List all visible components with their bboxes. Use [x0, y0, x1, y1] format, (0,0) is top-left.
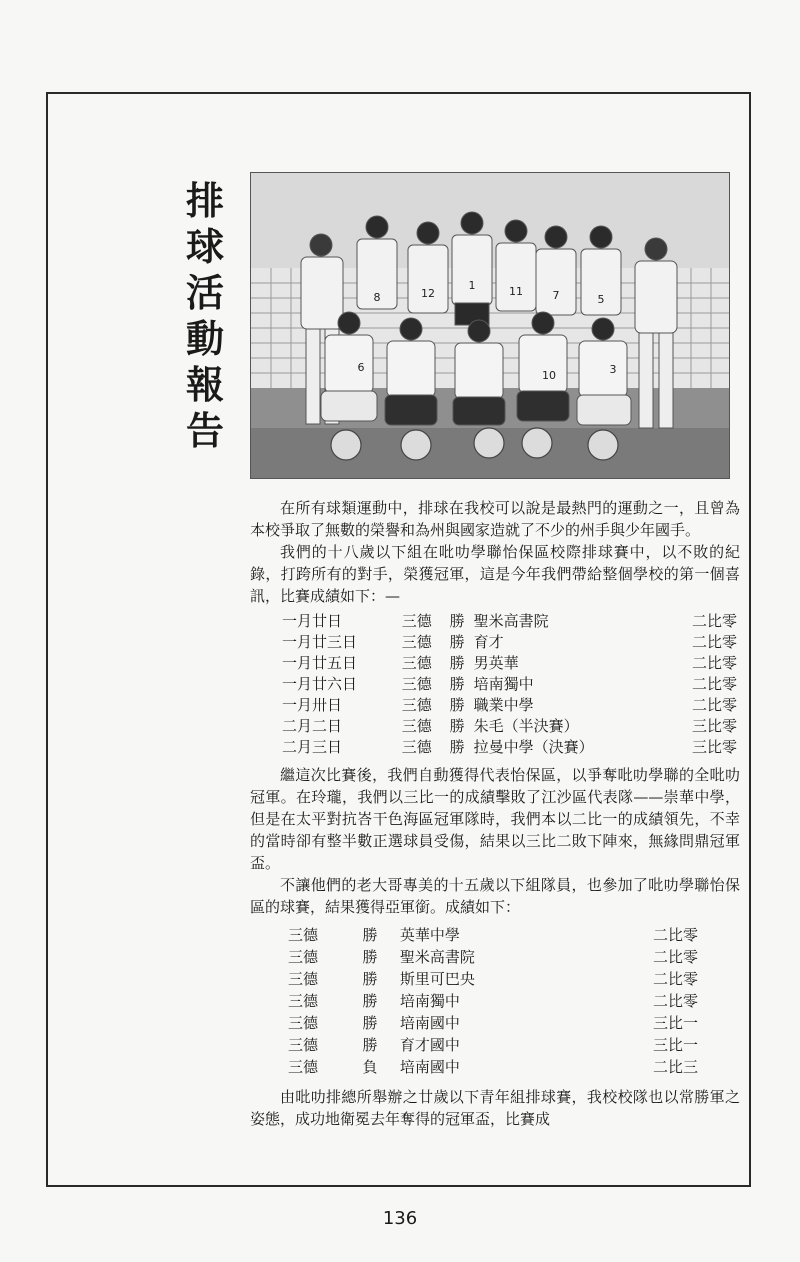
table-row: [282, 737, 737, 758]
opponent-name: 聖米高書院: [399, 948, 475, 966]
match-date: 二月二日: [282, 717, 343, 735]
paragraph: 我們的十八歲以下組在吡叻學聯怡保區校際排球賽中，以不敗的紀錄，打跨所有的對手，榮獲冠軍，這是今年我們帶給整個學校的第一個喜訊，比賽成績如下：—: [250, 543, 740, 605]
table-row: [288, 1056, 698, 1078]
match-outcome: 勝: [362, 1014, 378, 1032]
team-name: 三德: [288, 1058, 319, 1076]
opponent-name: 培南獨中: [399, 992, 460, 1010]
table-row: [288, 968, 698, 990]
jersey-number: 6: [357, 361, 365, 374]
match-outcome: 勝: [362, 926, 378, 944]
opponent-name: 男英華: [473, 654, 519, 672]
match-outcome: 勝: [449, 717, 465, 735]
match-date: 一月廿三日: [282, 633, 358, 651]
match-score: 三比零: [691, 738, 737, 756]
match-date: 二月三日: [282, 738, 343, 756]
paragraph: 不讓他們的老大哥專美的十五歲以下組隊員，也參加了吡叻學聯怡保區的球賽，結果獲得亞軍銜。成績如下：: [250, 876, 740, 916]
u15-results-table: [288, 924, 698, 1078]
match-date: 一月廿五日: [282, 654, 358, 672]
team-name: 三德: [288, 926, 319, 944]
team-name: 三德: [401, 654, 432, 672]
match-outcome: 勝: [449, 675, 465, 693]
match-score: 二比三: [652, 1058, 698, 1076]
match-score: 二比零: [691, 675, 737, 693]
match-outcome: 勝: [449, 696, 465, 714]
table-row: [282, 632, 737, 653]
opponent-name: 拉曼中學（決賽）: [473, 738, 594, 756]
team-name: 三德: [288, 1014, 319, 1032]
match-score: 三比一: [652, 1036, 698, 1054]
opponent-name: 育才國中: [399, 1036, 460, 1054]
table-row: [282, 716, 737, 737]
match-outcome: 勝: [362, 1036, 378, 1054]
team-name: 三德: [401, 633, 432, 651]
match-score: 二比零: [691, 654, 737, 672]
jersey-number: 1: [468, 279, 476, 292]
match-outcome: 勝: [362, 992, 378, 1010]
table-row: [288, 924, 698, 946]
match-date: 一月卅日: [282, 696, 343, 714]
paragraph: 在所有球類運動中，排球在我校可以說是最熱門的運動之一，且曾為本校爭取了無數的榮譽和為州與國家造就了不少的州手與少年國手。: [250, 499, 740, 539]
article-title: [180, 178, 230, 454]
team-name: 三德: [288, 948, 319, 966]
match-score: 二比零: [652, 948, 698, 966]
article-body: [250, 497, 740, 1130]
jersey-number: 5: [597, 293, 605, 306]
match-score: 三比一: [652, 1014, 698, 1032]
title-char: 球: [185, 224, 224, 269]
table-row: [288, 1012, 698, 1034]
title-char: 報: [185, 362, 224, 407]
team-name: 三德: [401, 675, 432, 693]
match-score: 二比零: [652, 992, 698, 1010]
opponent-name: 斯里可巴央: [399, 970, 475, 988]
match-outcome: 負: [362, 1058, 378, 1076]
match-outcome: 勝: [449, 633, 465, 651]
match-score: 二比零: [691, 612, 737, 630]
match-score: 二比零: [652, 970, 698, 988]
team-photo-illustration: [251, 173, 729, 478]
match-outcome: 勝: [362, 970, 378, 988]
page-number: 136: [382, 1208, 418, 1229]
match-score: 二比零: [691, 633, 737, 651]
jersey-number: 3: [609, 363, 617, 376]
opponent-name: 培南獨中: [473, 675, 534, 693]
paragraph: 繼這次比賽後，我們自動獲得代表怡保區，以爭奪吡叻學聯的全吡叻冠軍。在玲瓏，我們以三比一的成績擊敗了江沙區代表隊——崇華中學，但是在太平對抗峇干色海區冠軍隊時，我們本以二比一的成績領先，不幸的當時卻有整半數正選球員受傷，結果以三比二敗下陣來，無緣問鼎冠軍盃。: [250, 766, 740, 872]
team-photo: [250, 172, 730, 479]
opponent-name: 聖米高書院: [473, 612, 549, 630]
team-name: 三德: [288, 992, 319, 1010]
team-name: 三德: [401, 717, 432, 735]
table-row: [288, 946, 698, 968]
table-row: [282, 653, 737, 674]
table-row: [282, 674, 737, 695]
title-char: 告: [185, 408, 224, 453]
title-char: 排: [185, 178, 224, 223]
opponent-name: 朱毛（半決賽）: [473, 717, 579, 735]
jersey-number: 7: [552, 289, 560, 302]
team-name: 三德: [401, 738, 432, 756]
title-char: 動: [185, 316, 224, 361]
jersey-number: 11: [509, 285, 523, 298]
table-row: [288, 1034, 698, 1056]
opponent-name: 英華中學: [399, 926, 460, 944]
jersey-number: 8: [373, 291, 381, 304]
team-name: 三德: [288, 970, 319, 988]
team-name: 三德: [401, 612, 432, 630]
table-row: [282, 611, 737, 632]
team-name: 三德: [401, 696, 432, 714]
match-outcome: 勝: [362, 948, 378, 966]
table-row: [288, 990, 698, 1012]
opponent-name: 育才: [473, 633, 504, 651]
match-date: 一月廿六日: [282, 675, 358, 693]
paragraph: 由吡叻排總所舉辦之廿歲以下青年組排球賽，我校校隊也以常勝軍之姿態，成功地衛冕去年奪得的冠軍盃，比賽成: [250, 1088, 740, 1128]
team-name: 三德: [288, 1036, 319, 1054]
match-outcome: 勝: [449, 654, 465, 672]
opponent-name: 培南國中: [399, 1014, 460, 1032]
match-outcome: 勝: [449, 612, 465, 630]
title-char: 活: [185, 270, 224, 315]
opponent-name: 職業中學: [473, 696, 534, 714]
opponent-name: 培南國中: [399, 1058, 460, 1076]
jersey-number: 12: [421, 287, 435, 300]
jersey-number: 10: [542, 369, 556, 382]
match-score: 二比零: [691, 696, 737, 714]
match-outcome: 勝: [449, 738, 465, 756]
match-score: 二比零: [652, 926, 698, 944]
table-row: [282, 695, 737, 716]
u18-results-table: [282, 611, 737, 758]
match-date: 一月廿日: [282, 612, 343, 630]
match-score: 三比零: [691, 717, 737, 735]
